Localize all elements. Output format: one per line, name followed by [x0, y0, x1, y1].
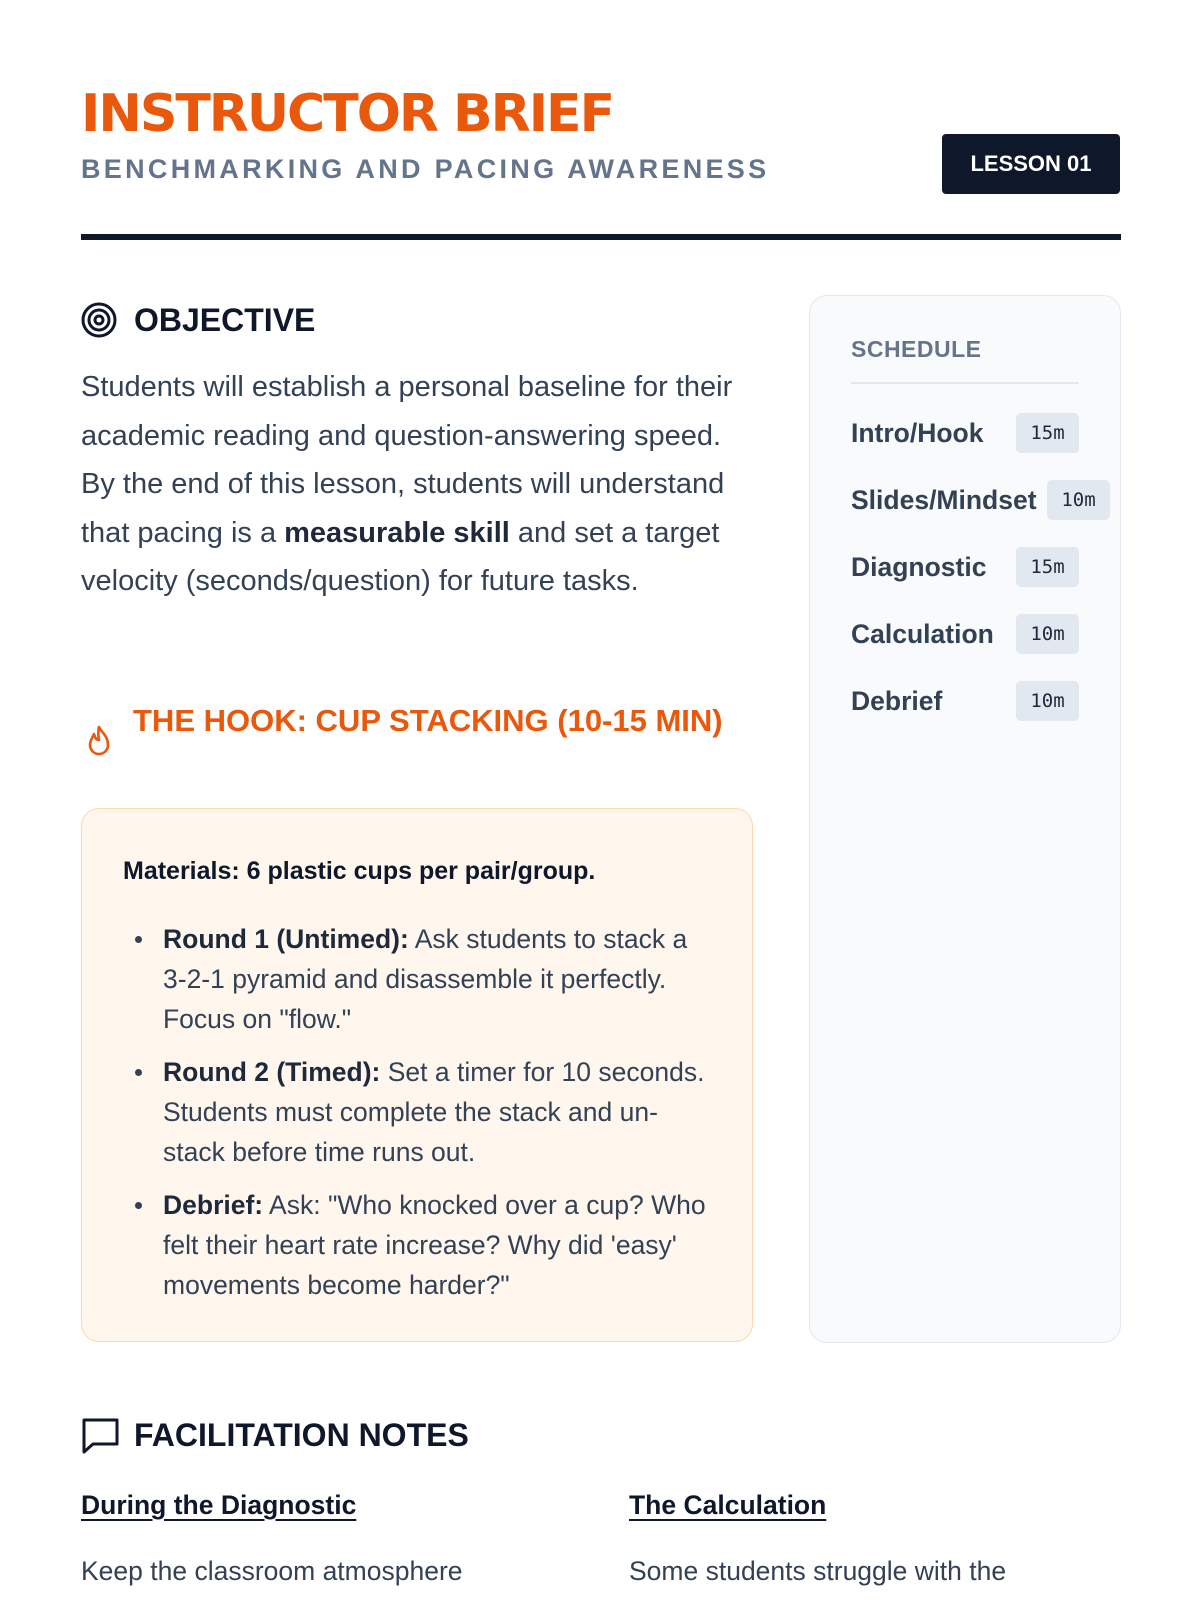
diagnostic-subheading: During the Diagnostic — [81, 1490, 357, 1520]
duration-badge: 15m — [1016, 547, 1079, 587]
facilitation-heading — [81, 1415, 469, 1455]
list-item: Round 1 (Untimed): Ask students to stack a 3-2-1 pyramid and disassemble it perfectly. Focus on "flow." — [123, 919, 713, 1039]
hook-steps-list — [123, 919, 713, 1318]
schedule-divider — [851, 382, 1079, 384]
hook-heading — [81, 697, 761, 759]
objective-text: Students will establish a personal baseline for their academic reading and question-answering speed. By the end of this lesson, students will understand that pacing is a measurable skill and set a target velocity (seconds/question) for future tasks. — [81, 371, 733, 597]
flame-icon — [81, 723, 117, 759]
hook-materials: Materials: 6 plastic cups per pair/group. — [123, 857, 596, 885]
objective-heading — [81, 300, 315, 340]
calculation-subheading: The Calculation — [629, 1490, 827, 1520]
facilitation-heading-label: FACILITATION NOTES — [134, 1416, 469, 1453]
chat-bubble-icon — [81, 1415, 121, 1455]
page-subtitle: BENCHMARKING AND PACING AWARENESS — [81, 154, 770, 184]
target-icon — [81, 300, 121, 340]
page-title: INSTRUCTOR BRIEF — [81, 84, 614, 144]
lesson-badge: LESSON 01 — [942, 134, 1120, 194]
schedule-item-name: Diagnostic — [851, 552, 987, 582]
schedule-row — [851, 614, 1111, 654]
objective-heading-label: OBJECTIVE — [134, 301, 316, 338]
schedule-title: SCHEDULE — [851, 336, 982, 362]
duration-badge: 10m — [1016, 614, 1079, 654]
schedule-item-name: Slides/Mindset — [851, 485, 1037, 515]
duration-badge: 10m — [1047, 480, 1110, 520]
list-item: Round 2 (Timed): Set a timer for 10 seconds. Students must complete the stack and un-stack before time runs out. — [123, 1052, 713, 1172]
schedule-row — [851, 547, 1111, 587]
header-divider — [81, 234, 1121, 240]
schedule-item-name: Calculation — [851, 619, 994, 649]
schedule-panel — [809, 295, 1121, 1343]
list-item: Debrief: Ask: "Who knocked over a cup? Who felt their heart rate increase? Why did 'easy' movements become harder?" — [123, 1185, 713, 1305]
schedule-row — [851, 681, 1111, 721]
hook-callout — [81, 808, 753, 1342]
objective-emphasis: measurable skill — [284, 516, 510, 549]
schedule-row — [851, 480, 1111, 520]
schedule-item-name: Intro/Hook — [851, 418, 984, 448]
schedule-item-name: Debrief — [851, 686, 943, 716]
hook-heading-label: THE HOOK: CUP STACKING (10-15 MIN) — [133, 703, 723, 738]
duration-badge: 15m — [1016, 413, 1079, 453]
calculation-notes-text: Some students struggle with the — [629, 1556, 1007, 1586]
diagnostic-notes-text: Keep the classroom atmosphere — [81, 1556, 463, 1586]
schedule-row — [851, 413, 1111, 453]
duration-badge: 10m — [1016, 681, 1079, 721]
